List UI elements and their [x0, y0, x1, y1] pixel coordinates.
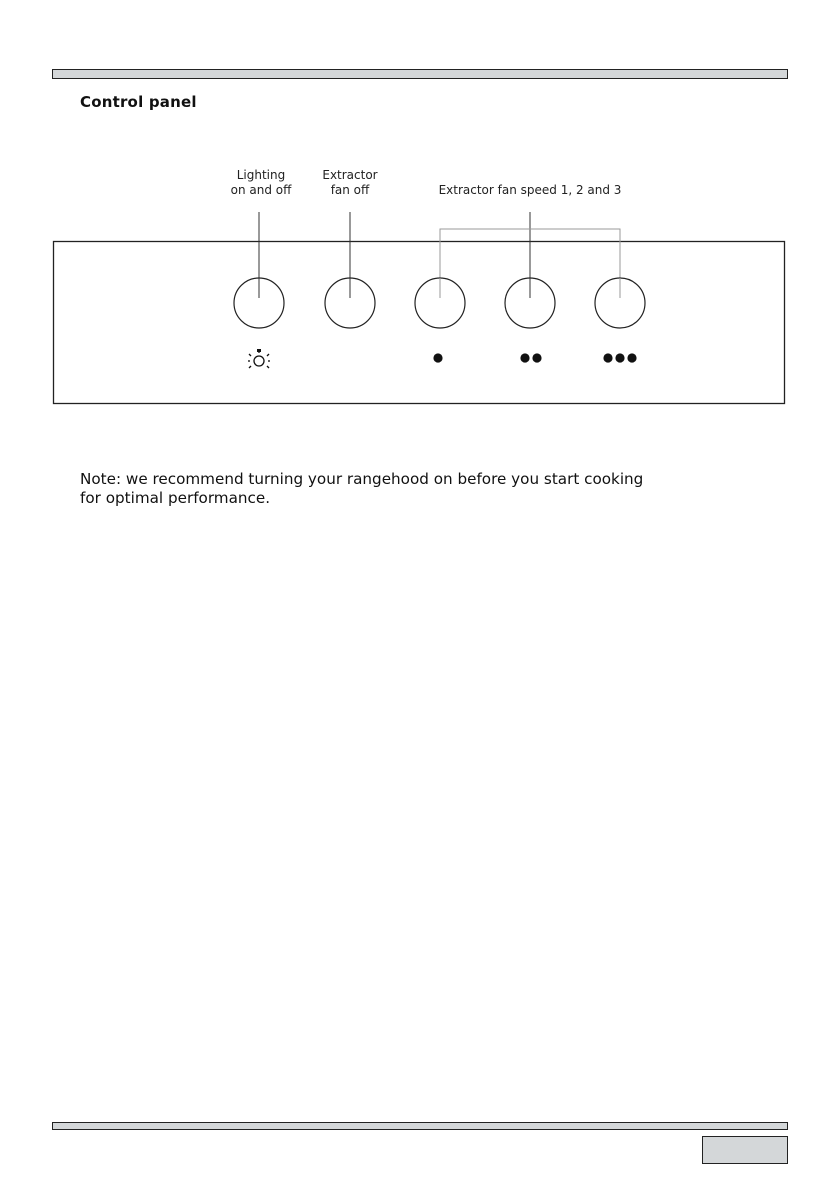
speed-2-dot-a: [520, 353, 529, 362]
light-bulb-icon: [248, 349, 270, 368]
callout-fan-off-line2: fan off: [330, 183, 370, 197]
control-panel-diagram: [0, 0, 840, 520]
callout-lighting-line1: Lighting: [236, 168, 286, 182]
callout-fan-off-line1: Extractor: [322, 168, 378, 182]
speed-3-dot-a: [603, 353, 612, 362]
speed-1-dot: [433, 353, 442, 362]
callout-lighting-line2: on and off: [230, 183, 292, 197]
note-line-2: for optimal performance.: [80, 489, 271, 507]
speed-2-dot-b: [532, 353, 541, 362]
footer-rule: [52, 1122, 788, 1130]
note-paragraph: [80, 470, 760, 508]
speed-1-symbol: [433, 353, 442, 362]
speed-2-symbol: [520, 353, 541, 362]
speed-3-dot-b: [615, 353, 624, 362]
speed-3-dot-c: [627, 353, 636, 362]
section-title: Control panel: [80, 93, 197, 111]
control-panel-outline: [54, 242, 785, 404]
page-number-box: [702, 1136, 788, 1164]
speed-3-symbol: [603, 353, 636, 362]
note-line-1: Note: we recommend turning your rangehood on before you start cooking: [80, 470, 644, 488]
callout-fan-speeds: Extractor fan speed 1, 2 and 3: [438, 183, 622, 197]
